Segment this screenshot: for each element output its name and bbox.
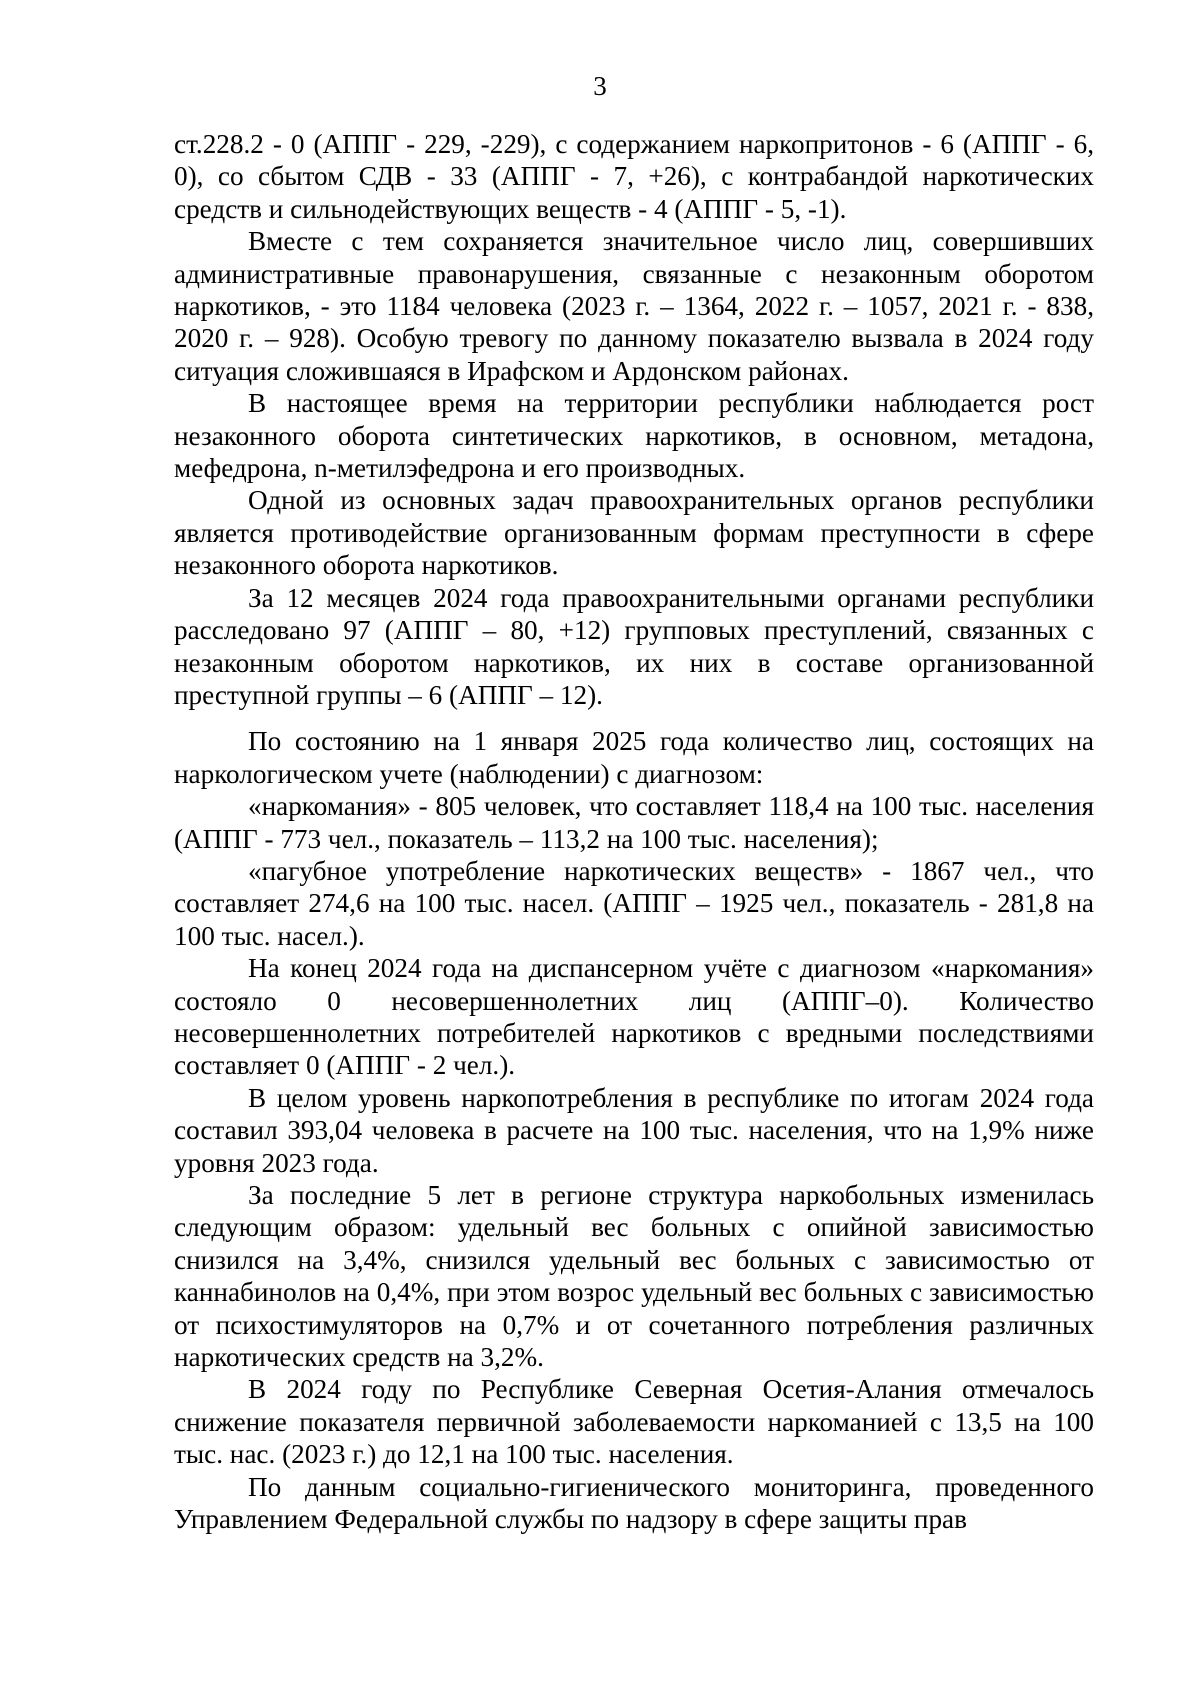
paragraph: За последние 5 лет в регионе структура наркобольных изменилась следующим образом: удельный вес больных с опийной зависимостью снизился на 3,4%, снизился удельный вес больных с зависимостью от каннабинолов на 0,4%, при этом возрос удельный вес больных с зависимостью от психостимуляторов на 0,7% и от сочетанного потребления различных наркотических средств на 3,2%.: [174, 1180, 1094, 1373]
paragraph: По состоянию на 1 января 2025 года количество лиц, состоящих на наркологическом учете (наблюдении) с диагнозом:: [174, 726, 1094, 789]
paragraph: «наркомания» - 805 человек, что составляет 118,4 на 100 тыс. населения (АППГ - 773 чел., показатель – 113,2 на 100 тыс. населения);: [174, 791, 1094, 854]
page-number: 3: [593, 71, 607, 101]
paragraph: «пагубное употребление наркотических веществ» - 1867 чел., что составляет 274,6 на 100 тыс. насел. (АППГ – 1925 чел., показатель - 281,8 на 100 тыс. насел.).: [174, 855, 1094, 951]
paragraph: ст.228.2 - 0 (АППГ - 229, -229), с содержанием наркопритонов - 6 (АППГ - 6, 0), со сбытом СДВ - 33 (АППГ - 7, +26), с контрабандой наркотических средств и сильнодействующих веществ - 4 (АППГ - 5, -1).: [174, 129, 1094, 224]
paragraph: Вместе с тем сохраняется значительное число лиц, совершивших административные правонарушения, связанные с незаконным оборотом наркотиков, - это 1184 человека (2023 г. – 1364, 2022 г. – 1057, 2021 г. - 838, 2020 г. – 928). Особую тревогу по данному показателю вызвала в 2024 году ситуация сложившаяся в Ирафском и Ардонском районах.: [174, 226, 1094, 386]
paragraph: За 12 месяцев 2024 года правоохранительными органами республики расследовано 97 (АППГ – 80, +12) групповых преступлений, связанных с незаконным оборотом наркотиков, их них в составе организованной преступной группы – 6 (АППГ – 12).: [174, 582, 1094, 710]
paragraph: Одной из основных задач правоохранительных органов республики является противодействие организованным формам преступности в сфере незаконного оборота наркотиков.: [174, 485, 1094, 581]
paragraph: В 2024 году по Республике Северная Осетия-Алания отмечалось снижение показателя первичной заболеваемости наркоманией с 13,5 на 100 тыс. нас. (2023 г.) до 12,1 на 100 тыс. населения.: [174, 1374, 1094, 1470]
paragraph: По данным социально-гигиенического мониторинга, проведенного Управлением Федеральной службы по надзору в сфере защиты прав: [174, 1471, 1094, 1535]
paragraph: На конец 2024 года на диспансерном учёте с диагнозом «наркомания» состояло 0 несовершеннолетних лиц (АППГ–0). Количество несовершеннолетних потребителей наркотиков с вредными последствиями составляет 0 (АППГ - 2 чел.).: [174, 953, 1094, 1081]
document-body: [174, 128, 1094, 1535]
paragraph: В целом уровень наркопотребления в республике по итогам 2024 года составил 393,04 человека в расчете на 100 тыс. населения, что на 1,9% ниже уровня 2023 года.: [174, 1082, 1094, 1178]
paragraph: В настоящее время на территории республики наблюдается рост незаконного оборота синтетических наркотиков, в основном, метадона, мефедрона, n-метилэфедрона и его производных.: [174, 388, 1094, 484]
